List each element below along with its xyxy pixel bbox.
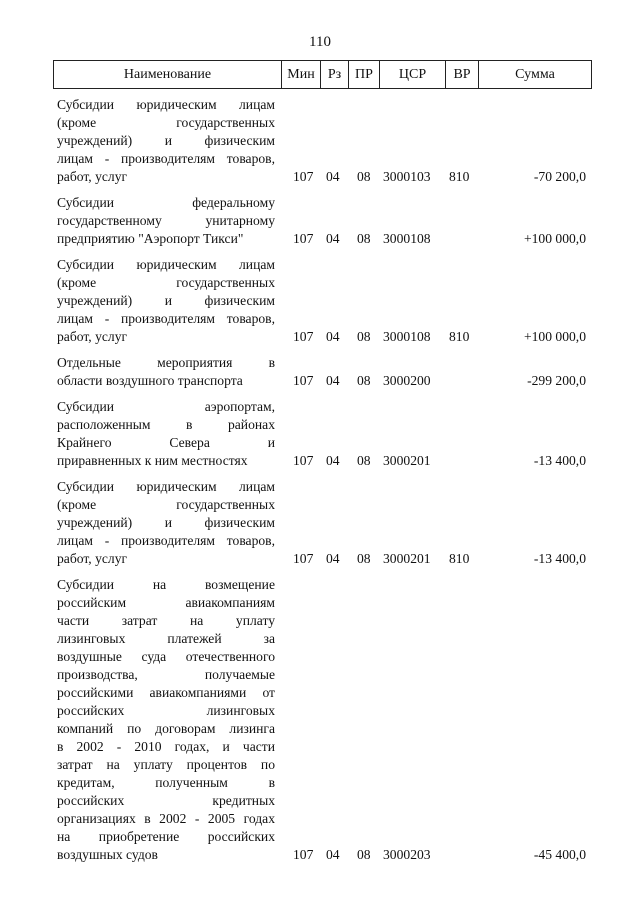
sum-value: -13 400,0 [533, 453, 586, 468]
row-name-line: лизинговых платежей за [57, 631, 275, 646]
row-name-line: Субсидии юридическим лицам [57, 257, 275, 272]
column-header-csr: ЦСР [380, 61, 446, 88]
rz-code: 04 [326, 847, 340, 862]
row-name-line: части затрат на уплату [57, 613, 275, 628]
table-row [57, 256, 592, 346]
min-code: 107 [293, 847, 314, 862]
row-codes [57, 452, 592, 470]
pr-code: 08 [357, 373, 371, 388]
csr-code: 3000108 [383, 329, 431, 344]
vr-code: 810 [449, 169, 470, 184]
row-name-line: Субсидии юридическим лицам [57, 479, 275, 494]
csr-code: 3000201 [383, 453, 431, 468]
table-row [57, 576, 592, 864]
row-codes [57, 168, 592, 186]
row-name-line: учреждений) и физическим [57, 133, 275, 148]
row-codes [57, 372, 592, 390]
column-header-rz: Рз [321, 61, 349, 88]
row-name-line: учреждений) и физическим [57, 293, 275, 308]
pr-code: 08 [357, 169, 371, 184]
pr-code: 08 [357, 847, 371, 862]
sum-value: +100 000,0 [523, 329, 586, 344]
csr-code: 3000108 [383, 231, 431, 246]
min-code: 107 [293, 231, 314, 246]
row-name-line: лицам - производителям товаров, [57, 533, 275, 548]
vr-code: 810 [449, 329, 470, 344]
row-name-line: Крайнего Севера и [57, 435, 275, 450]
sum-value: -70 200,0 [533, 169, 586, 184]
row-codes [57, 328, 592, 346]
rz-code: 04 [326, 453, 340, 468]
rz-code: 04 [326, 169, 340, 184]
column-header-vr: ВР [446, 61, 479, 88]
rz-code: 04 [326, 231, 340, 246]
rz-code: 04 [326, 373, 340, 388]
table-row [57, 354, 592, 390]
row-name-line: затрат на уплату процентов по [57, 757, 275, 772]
row-name-line: Отдельные мероприятия в [57, 355, 275, 370]
table-row [57, 194, 592, 248]
min-code: 107 [293, 169, 314, 184]
csr-code: 3000200 [383, 373, 431, 388]
row-name-line: российских лизинговых [57, 703, 275, 718]
row-name-line: кредитам, полученным в [57, 775, 275, 790]
sum-value: -45 400,0 [533, 847, 586, 862]
row-codes [57, 846, 592, 864]
row-codes [57, 550, 592, 568]
row-name-line: воздушные суда отечественного [57, 649, 275, 664]
min-code: 107 [293, 373, 314, 388]
csr-code: 3000103 [383, 169, 431, 184]
row-name-line: работ, услуг [57, 551, 128, 566]
row-name-line: российскими авиакомпаниями от [57, 685, 275, 700]
column-header-name: Наименование [54, 61, 282, 88]
row-name-line: предприятию "Аэропорт Тикси" [57, 231, 244, 246]
table-row [57, 398, 592, 470]
min-code: 107 [293, 551, 314, 566]
pr-code: 08 [357, 231, 371, 246]
table-header [53, 60, 592, 89]
row-name-line: (кроме государственных [57, 115, 275, 130]
row-name-line: Субсидии федеральному [57, 195, 275, 210]
table-body [57, 96, 592, 872]
row-name-line: приравненных к ним местностях [57, 453, 248, 468]
row-name-line: компаний по договорам лизинга [57, 721, 275, 736]
column-header-sum: Сумма [515, 66, 555, 82]
pr-code: 08 [357, 551, 371, 566]
row-name-line: на приобретение российских [57, 829, 275, 844]
row-name-line: Субсидии юридическим лицам [57, 97, 275, 112]
row-name [57, 576, 275, 864]
row-name-line: Субсидии аэропортам, [57, 399, 275, 414]
table-row [57, 96, 592, 186]
row-name-line: организациях в 2002 - 2005 годах [57, 811, 275, 826]
column-header-min: Мин [282, 61, 321, 88]
rz-code: 04 [326, 551, 340, 566]
row-name-line: области воздушного транспорта [57, 373, 243, 388]
row-name-line: расположенным в районах [57, 417, 275, 432]
column-header-pr: ПР [349, 61, 380, 88]
csr-code: 3000201 [383, 551, 431, 566]
row-name-line: Субсидии на возмещение [57, 577, 275, 592]
row-name-line: российских кредитных [57, 793, 275, 808]
sum-value: -13 400,0 [533, 551, 586, 566]
rz-code: 04 [326, 329, 340, 344]
row-name-line: (кроме государственных [57, 275, 275, 290]
row-name-line: российским авиакомпаниям [57, 595, 275, 610]
row-name-line: работ, услуг [57, 329, 128, 344]
row-name-line: государственному унитарному [57, 213, 275, 228]
row-name-line: воздушных судов [57, 847, 158, 862]
page-number: 110 [309, 34, 331, 50]
min-code: 107 [293, 329, 314, 344]
row-name-line: лицам - производителям товаров, [57, 311, 275, 326]
min-code: 107 [293, 453, 314, 468]
table-row [57, 478, 592, 568]
csr-code: 3000203 [383, 847, 431, 862]
row-name-line: работ, услуг [57, 169, 128, 184]
row-name-line: (кроме государственных [57, 497, 275, 512]
row-name-line: в 2002 - 2010 годах, и части [57, 739, 275, 754]
sum-value: -299 200,0 [527, 373, 586, 388]
row-codes [57, 230, 592, 248]
pr-code: 08 [357, 453, 371, 468]
pr-code: 08 [357, 329, 371, 344]
row-name-line: лицам - производителям товаров, [57, 151, 275, 166]
row-name-line: производства, получаемые [57, 667, 275, 682]
row-name-line: учреждений) и физическим [57, 515, 275, 530]
sum-value: +100 000,0 [523, 231, 586, 246]
vr-code: 810 [449, 551, 470, 566]
